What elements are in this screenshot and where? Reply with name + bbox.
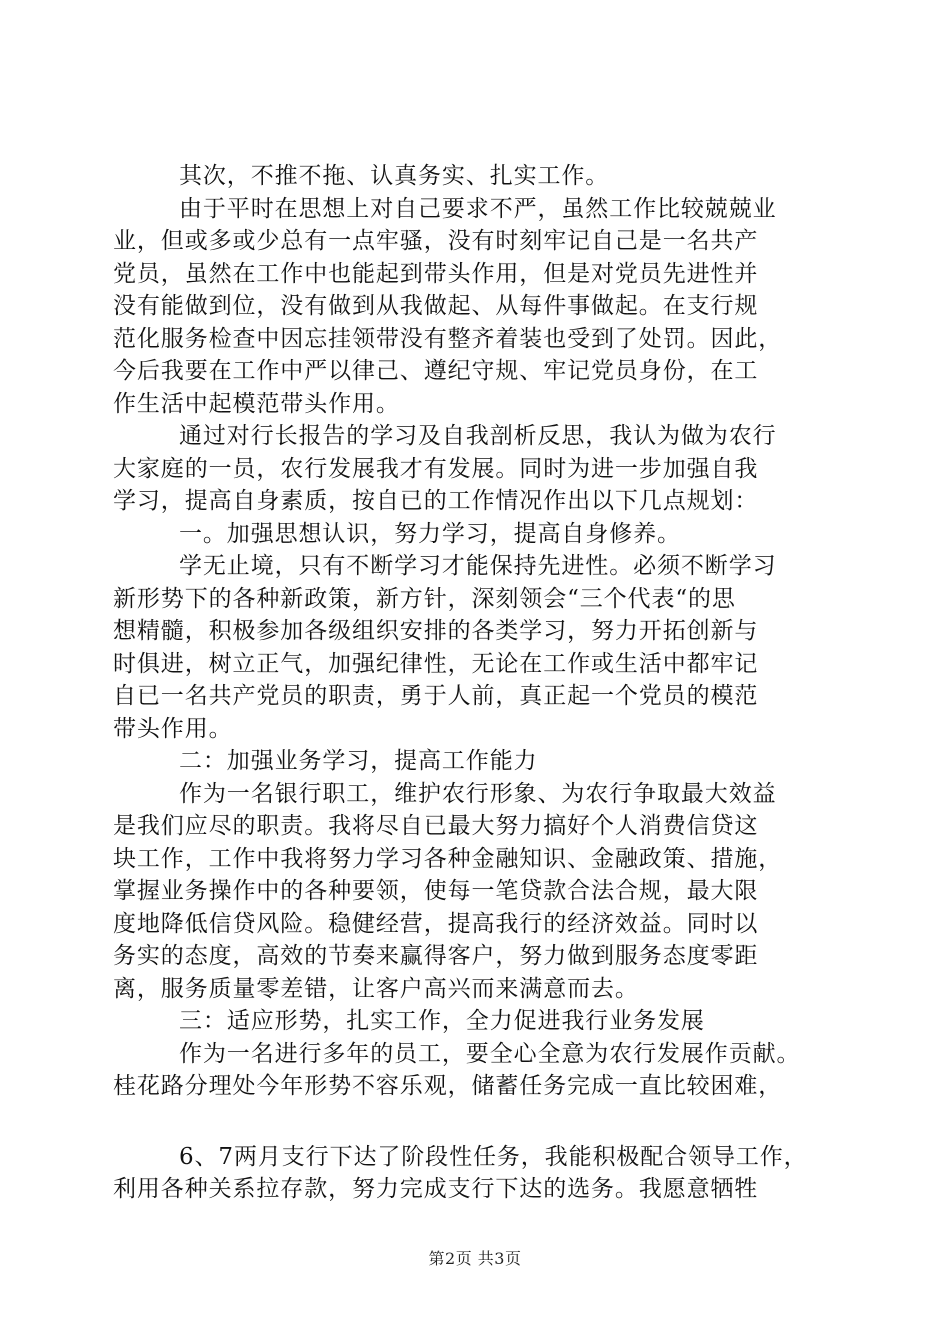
paragraph-line: 新形势下的各种新政策，新方针，深刻领会“三个代表“的思: [113, 585, 736, 612]
section-heading: 一。加强思想认识，努力学习，提高自身修养。: [179, 520, 681, 547]
page-number-footer: 第2页 共3页: [428, 1249, 522, 1268]
paragraph-line: 作为一名银行职工，维护农行形象、为农行争取最大效益: [179, 780, 777, 807]
paragraph-line: 党员，虽然在工作中也能起到带头作用，但是对党员先进性并: [113, 260, 759, 287]
section-heading: 三：适应形势，扎实工作，全力促进我行业务发展: [179, 1008, 705, 1034]
paragraph-line: 块工作，工作中我将努力学习各种金融知识、金融政策、措施，: [113, 845, 783, 872]
document-body: [113, 160, 843, 1206]
paragraph-line: 离，服务质量零差错，让客户高兴而来满意而去。: [113, 975, 639, 1002]
paragraph-line: 没有能做到位，没有做到从我做起、从每件事做起。在支行规: [113, 293, 759, 319]
paragraph-line: 范化服务检查中因忘挂领带没有整齐着装也受到了处罚。因此，: [113, 325, 783, 352]
paragraph-line: 桂花路分理处今年形势不容乐观，储蓄任务完成一直比较困难，: [113, 1073, 783, 1099]
paragraph-line: 大家庭的一员，农行发展我才有发展。同时为进一步加强自我: [113, 455, 759, 482]
paragraph-line: 其次，不推不拖、认真务实、扎实工作。: [179, 163, 610, 189]
paragraph-line: 今后我要在工作中严以律己、遵纪守规、牢记党员身份，在工: [113, 358, 759, 384]
paragraph-line: 是我们应尽的职责。我将尽自已最大努力搞好个人消费信贷这: [113, 813, 759, 839]
paragraph-line: 自已一名共产党员的职责，勇于人前，真正起一个党员的模范: [113, 683, 759, 709]
paragraph-line: 掌握业务操作中的各种要领，使每一笔贷款合法合规，最大限: [113, 878, 759, 904]
paragraph-line: 由于平时在思想上对自己要求不严，虽然工作比较兢兢业: [179, 195, 777, 222]
paragraph-line: 学习，提高自身素质，按自已的工作情况作出以下几点规划：: [113, 488, 759, 514]
paragraph-line: 作生活中起模范带头作用。: [113, 390, 400, 417]
paragraph-line: 通过对行长报告的学习及自我剖析反思，我认为做为农行: [179, 423, 777, 449]
paragraph-line: 业，但或多或少总有一点牢骚，没有时刻牢记自己是一名共产: [113, 228, 759, 254]
paragraph-line: 时俱进，树立正气，加强纪律性，无论在工作或生活中都牢记: [113, 650, 759, 677]
paragraph-line: 利用各种关系拉存款，努力完成支行下达的选务。我愿意牺牲: [113, 1176, 759, 1202]
section-heading: 二：加强业务学习，提高工作能力: [179, 748, 538, 774]
paragraph-line: 想精髓，积极参加各级组织安排的各类学习，努力开拓创新与: [113, 618, 759, 644]
paragraph-gap: [113, 1103, 843, 1141]
paragraph-line: 学无止境，只有不断学习才能保持先进性。必须不断学习: [179, 553, 777, 579]
paragraph-line: 务实的态度，高效的节奏来赢得客户，努力做到服务态度零距: [113, 943, 759, 969]
paragraph-line: 作为一名进行多年的员工，要全心全意为农行发展作贡献。: [179, 1040, 801, 1067]
paragraph-line: 带头作用。: [113, 715, 233, 742]
paragraph-line: 度地降低信贷风险。稳健经营，提高我行的经济效益。同时以: [113, 910, 759, 937]
paragraph-line: 6、7两月支行下达了阶段性任务，我能积极配合领导工作，: [179, 1143, 808, 1170]
